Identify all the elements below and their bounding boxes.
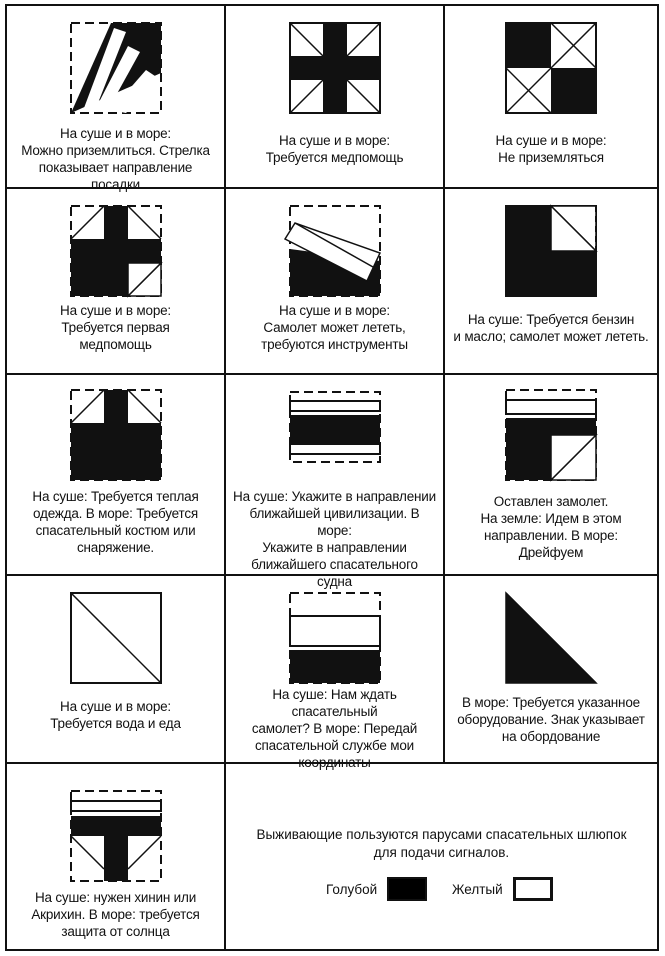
do-not-land-signal-icon: [501, 18, 601, 118]
first-aid-signal-icon: [66, 201, 166, 301]
warm-clothing-signal-icon: [66, 385, 166, 485]
legend-yellow-label: Желтый: [452, 881, 503, 897]
signal-cell-direction-civilization: [226, 375, 445, 589]
plane-abandoned-signal-icon: [501, 385, 601, 485]
caption: На суше и в море: Самолет может лететь, требуются инструменты: [261, 303, 408, 352]
signal-cell-plane-can-fly: [226, 189, 445, 375]
plane-tools-signal-icon: [285, 201, 385, 301]
signal-cell-warm-clothing: [7, 375, 226, 576]
caption: На суше: Нам ждать спасательный самолет? В море: Передай спасательной службе мои координаты: [251, 687, 418, 770]
signal-cell-plane-abandoned: [445, 375, 657, 576]
signal-cell-fuel-oil: [445, 189, 657, 375]
signal-cell-medical-help: [226, 6, 445, 189]
caption: Оставлен замолет. На земле: Идем в этом направлении. В море: Дрейфуем: [480, 494, 622, 560]
blue-swatch: [387, 877, 427, 901]
caption: На суше и в море: Требуется первая медпомощь: [60, 303, 171, 352]
signal-cell-first-aid: [7, 189, 226, 375]
water-food-signal-icon: [66, 588, 166, 688]
legend-blue: [326, 877, 427, 901]
legend-blue-label: Голубой: [326, 881, 378, 897]
signal-cell-land-arrow: [7, 6, 226, 192]
caption: В море: Требуется указанное оборудование. Знак указывает на обордование: [457, 695, 645, 744]
direction-civilization-signal-icon: [285, 387, 385, 467]
signal-cell-equipment: [445, 576, 657, 764]
yellow-swatch: [513, 877, 553, 901]
fuel-oil-signal-icon: [501, 201, 601, 301]
caption: На суше и в море: Требуется медпомощь: [265, 133, 404, 165]
signal-cell-do-not-land: [445, 6, 657, 189]
signal-cell-quinine-sun: [7, 764, 226, 949]
caption: На суше и в море: Не приземляться: [495, 133, 607, 165]
signal-cell-wait-rescue: [226, 576, 445, 770]
signal-table: [5, 4, 659, 951]
caption: На суше: Требуется бензин и масло; самолет может лететь.: [453, 312, 649, 344]
wait-rescue-signal-icon: [285, 588, 385, 688]
quinine-sun-signal-icon: [66, 786, 166, 886]
legend-description: Выживающие пользуются парусами спасательных шлюпок для подачи сигналов.: [256, 827, 627, 860]
caption: На суше: нужен хинин или Акрихин. В море: требуется защита от солнца: [31, 890, 200, 939]
equipment-signal-icon: [501, 588, 601, 688]
caption: На суше: Укажите в направлении ближайшей цивилизации. В море: Укажите в направлении ближайшего спасательного судна: [233, 489, 436, 589]
legend-cell: [226, 764, 657, 949]
land-arrow-signal-icon: [66, 18, 166, 118]
legend-yellow: [452, 877, 553, 901]
caption: На суше и в море: Можно приземлиться. Стрелка показывает направление посадки: [21, 126, 210, 192]
medical-help-signal-icon: [285, 18, 385, 118]
caption: На суше и в море: Требуется вода и еда: [50, 699, 181, 731]
caption: На суше: Требуется теплая одежда. В море: Требуется спасательный костюм или снаряжение.: [32, 489, 199, 555]
signal-cell-water-food: [7, 576, 226, 764]
